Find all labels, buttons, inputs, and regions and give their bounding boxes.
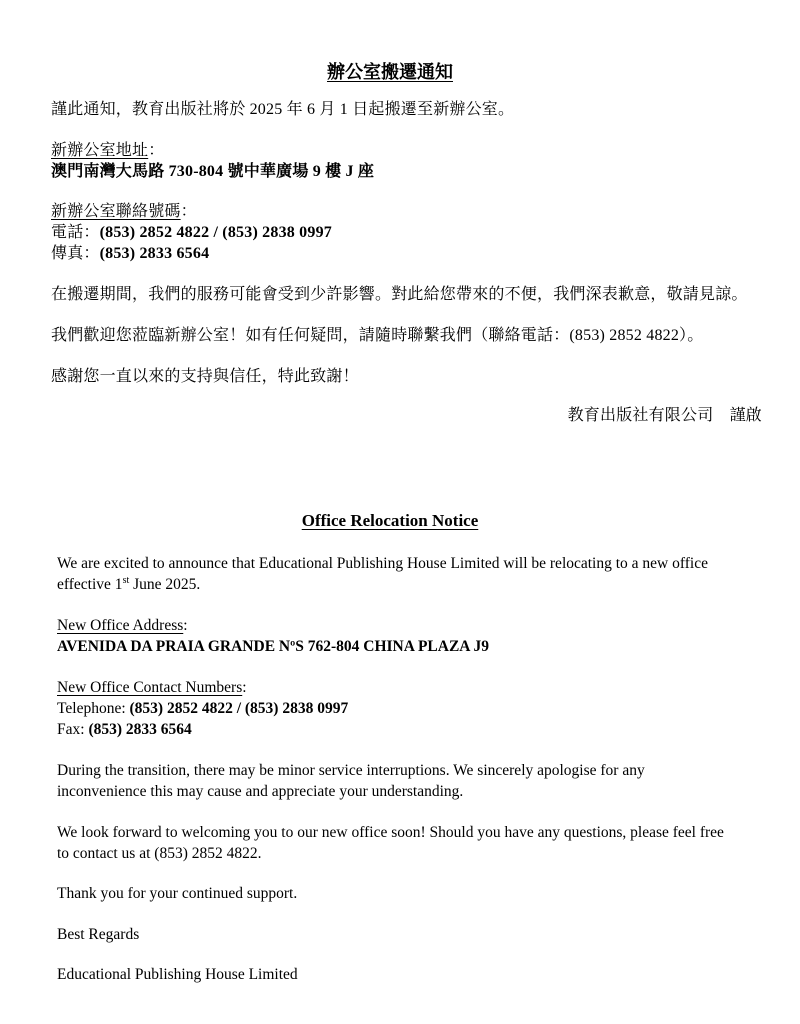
en-intro-line-2 — [57, 575, 200, 595]
zh-fax-label: 傳真： — [51, 245, 100, 262]
zh-fax-line — [51, 244, 209, 264]
zh-contact-label: 新辦公室聯絡號碼 — [51, 203, 181, 220]
zh-address-value: 澳門南灣大馬路 730-804 號中華廣場 9 樓 J 座 — [51, 163, 375, 180]
zh-title: 辦公室搬遷通知 — [327, 62, 453, 82]
en-intro-effective: effective 1 — [57, 576, 123, 593]
en-contact-colon: : — [242, 679, 247, 696]
en-address-heading — [57, 616, 188, 636]
zh-thanks: 感謝您一直以來的支持與信任，特此致謝！ — [51, 368, 359, 385]
en-transition-line-2: inconvenience this may cause and appreciate your understanding. — [57, 783, 464, 800]
zh-phone-line — [51, 223, 332, 243]
en-welcome-line-1: We look forward to welcoming you to our new office soon! Should you have any questions, please feel free — [57, 824, 724, 841]
zh-transition: 在搬遷期間，我們的服務可能會受到少許影響。對此給您帶來的不便，我們深表歉意，敬請見諒。 — [51, 286, 748, 303]
en-intro-date: June 2025. — [129, 576, 201, 593]
zh-phone-label: 電話： — [51, 224, 100, 241]
en-address-colon: : — [183, 617, 188, 634]
zh-welcome: 我們歡迎您蒞臨新辦公室！如有任何疑問，請隨時聯繫我們（聯絡電話：(853) 2852 4822）。 — [51, 327, 704, 344]
en-fax-label: Fax: — [57, 721, 89, 738]
zh-signature: 教育出版社有限公司 謹啟 — [567, 407, 762, 424]
zh-phone-value: (853) 2852 4822 / (853) 2838 0997 — [99, 224, 332, 241]
en-address — [57, 637, 489, 657]
zh-contact-colon: ： — [180, 203, 197, 220]
zh-address-colon: ： — [148, 142, 165, 159]
en-fax-line — [57, 720, 192, 740]
en-company: Educational Publishing House Limited — [57, 966, 298, 983]
en-contact-label: New Office Contact Numbers — [57, 679, 243, 696]
en-transition-line-1: During the transition, there may be minor service interruptions. We sincerely apologise for any — [57, 762, 645, 779]
en-address-label: New Office Address — [57, 617, 184, 634]
en-welcome-line-2: to contact us at (853) 2852 4822. — [57, 845, 262, 862]
en-regards: Best Regards — [57, 926, 140, 943]
en-thanks: Thank you for your continued support. — [57, 885, 298, 902]
en-phone-label: Telephone: — [57, 700, 130, 717]
zh-address — [51, 162, 374, 182]
zh-intro: 謹此通知，教育出版社將於 2025 年 6 月 1 日起搬遷至新辦公室。 — [51, 101, 515, 118]
zh-fax-value: (853) 2833 6564 — [99, 245, 210, 262]
en-intro-line-1: We are excited to announce that Educational Publishing House Limited will be relocating to a new office — [57, 555, 708, 572]
en-phone-value: (853) 2852 4822 / (853) 2838 0997 — [129, 700, 349, 717]
en-phone-line — [57, 699, 348, 719]
en-address-value: AVENIDA DA PRAIA GRANDE NºS 762-804 CHINA PLAZA J9 — [57, 638, 489, 655]
en-contact-heading — [57, 678, 247, 698]
en-fax-value: (853) 2833 6564 — [88, 721, 192, 738]
zh-address-label: 新辦公室地址 — [51, 142, 149, 159]
zh-address-heading — [51, 141, 164, 161]
zh-contact-heading — [51, 202, 197, 222]
en-intro-ordinal: st — [122, 574, 130, 586]
en-title: Office Relocation Notice — [301, 511, 479, 530]
